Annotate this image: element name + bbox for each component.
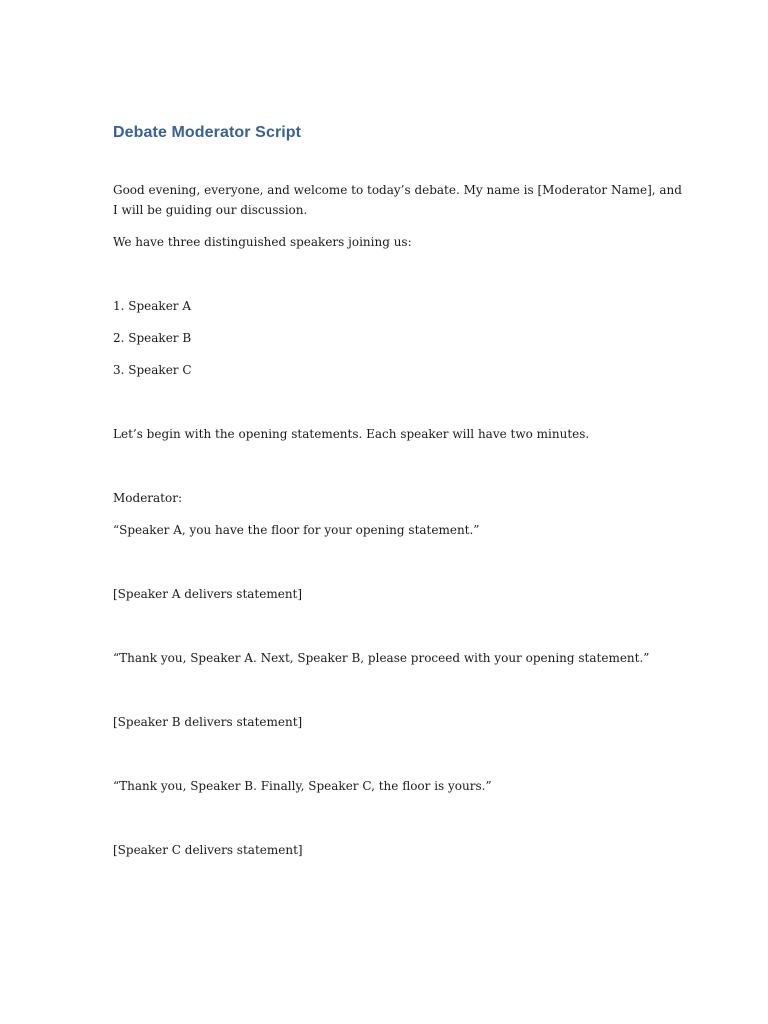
stage-direction-speaker-a: [Speaker A delivers statement]: [113, 587, 303, 601]
stage-direction-speaker-c: [Speaker C delivers statement]: [113, 843, 303, 857]
intro-line-1: Good evening, everyone, and welcome to today’s debate. My name is [Moderator Name], and: [113, 183, 682, 197]
speakers-intro: We have three distinguished speakers joining us:: [113, 235, 412, 249]
moderator-label: Moderator:: [113, 491, 183, 505]
speaker-list-item-1: 1. Speaker A: [113, 299, 192, 313]
opening-instructions: Let’s begin with the opening statements. Each speaker will have two minutes.: [113, 427, 590, 441]
moderator-prompt-speaker-a: “Speaker A, you have the floor for your opening statement.”: [113, 523, 480, 537]
stage-direction-speaker-b: [Speaker B delivers statement]: [113, 715, 303, 729]
speaker-list-item-3: 3. Speaker C: [113, 363, 192, 377]
moderator-prompt-speaker-c: “Thank you, Speaker B. Finally, Speaker C, the floor is yours.”: [113, 779, 492, 793]
speaker-list-item-2: 2. Speaker B: [113, 331, 192, 345]
intro-line-2: I will be guiding our discussion.: [113, 203, 308, 217]
document-title: Debate Moderator Script: [113, 124, 302, 141]
moderator-prompt-speaker-b: “Thank you, Speaker A. Next, Speaker B, please proceed with your opening statement.”: [113, 651, 650, 665]
